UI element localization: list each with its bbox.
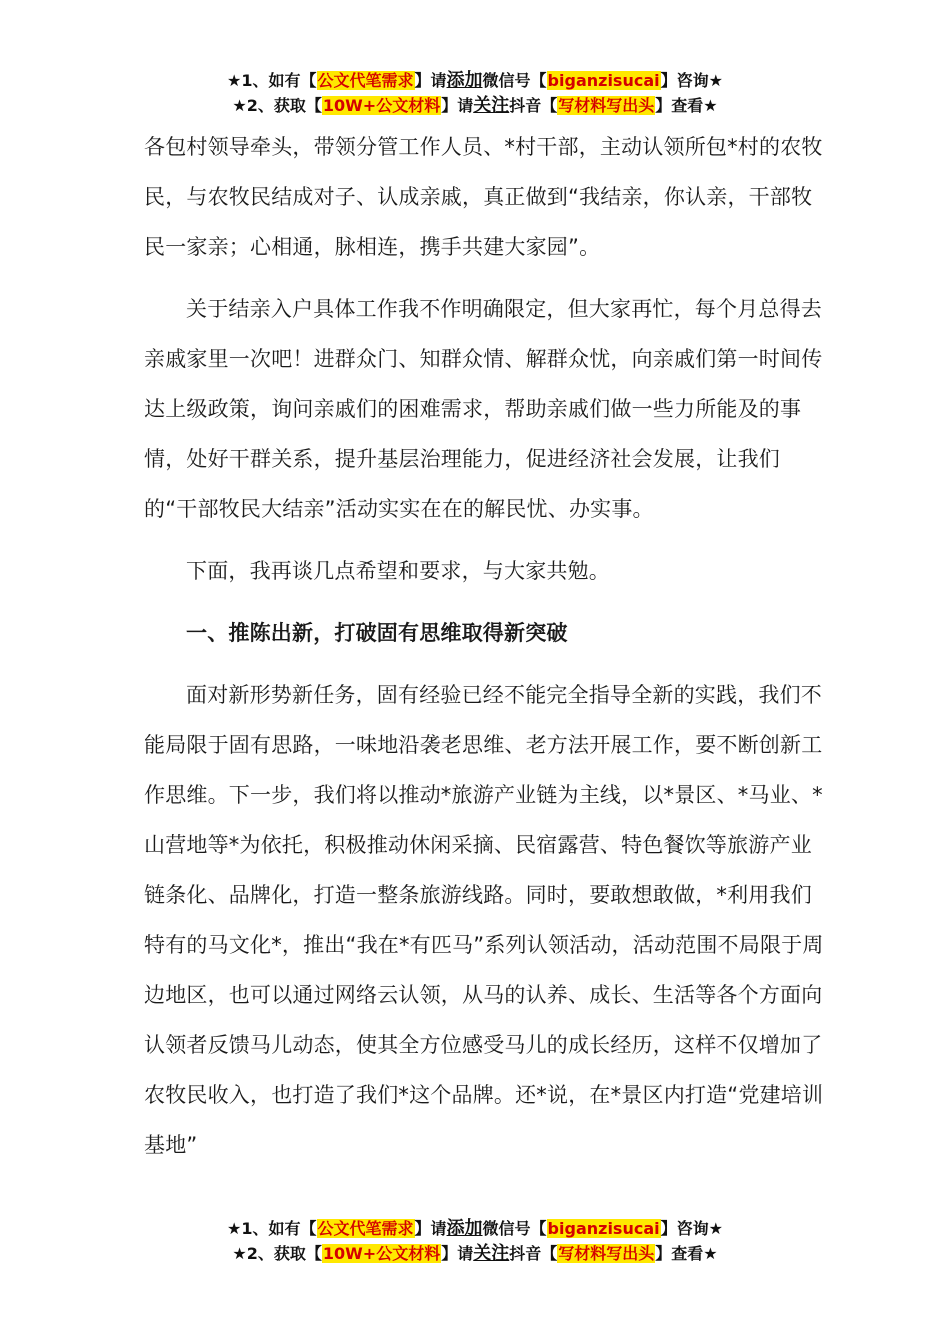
header-banner xyxy=(0,68,950,118)
banner-line-2: ★2、获取【10W+公文材料】请关注抖音【写材料写出头】查看★ xyxy=(232,95,718,116)
banner-wechat-id: biganzisucai xyxy=(547,71,660,90)
document-body xyxy=(144,122,832,1182)
banner-highlight: 写材料写出头 xyxy=(558,96,655,115)
banner-highlight: 10W+公文材料 xyxy=(322,96,441,115)
banner-line-1: ★1、如有【公文代笔需求】请添加微信号【biganzisucai】咨询★ xyxy=(227,70,723,91)
banner-line-1: ★1、如有【公文代笔需求】请添加微信号【biganzisucai】咨询★ xyxy=(227,1218,723,1239)
banner-line-2: ★2、获取【10W+公文材料】请关注抖音【写材料写出头】查看★ xyxy=(232,1243,718,1264)
paragraph: 各包村领导牵头，带领分管工作人员、*村干部，主动认领所包*村的农牧民，与农牧民结成对子、认成亲戚，真正做到“我结亲，你认亲，干部牧民一家亲；心相通，脉相连，携手共建大家园”。 xyxy=(144,135,823,259)
banner-highlight: 写材料写出头 xyxy=(558,1244,655,1263)
banner-highlight: 公文代笔需求 xyxy=(317,71,414,90)
paragraph: 面对新形势新任务，固有经验已经不能完全指导全新的实践，我们不能局限于固有思路，一味地沿袭老思维、老方法开展工作，要不断创新工作思维。下一步，我们将以推动*旅游产业链为主线，以*景区、*马业、*山营地等*为依托，积极推动休闲采摘、民宿露营、特色餐饮等旅游产业链条化、品牌化，打造一整条旅游线路。同时，要敢想敢做，*利用我们特有的马文化*，推出“我在*有匹马”系列认领活动，活动范围不局限于周边地区，也可以通过网络云认领，从马的认养、成长、生活等各个方面向认领者反馈马儿动态，使其全方位感受马儿的成长经历，这样不仅增加了农牧民收入，也打造了我们*这个品牌。还*说，在*景区内打造“党建培训基地” xyxy=(144,683,824,1157)
banner-wechat-id: biganzisucai xyxy=(547,1219,660,1238)
paragraph: 关于结亲入户具体工作我不作明确限定，但大家再忙，每个月总得去亲戚家里一次吧！进群众门、知群众情、解群众忧，向亲戚们第一时间传达上级政策，询问亲戚们的困难需求，帮助亲戚们做一些力所能及的事情，处好干群关系，提升基层治理能力，促进经济社会发展，让我们的“干部牧民大结亲”活动实实在在的解民忧、办实事。 xyxy=(144,297,823,521)
banner-highlight: 10W+公文材料 xyxy=(322,1244,441,1263)
footer-banner xyxy=(0,1216,950,1266)
banner-highlight: 公文代笔需求 xyxy=(317,1219,414,1238)
paragraph: 下面，我再谈几点希望和要求，与大家共勉。 xyxy=(186,559,610,583)
section-heading: 一、推陈出新，打破固有思维取得新突破 xyxy=(186,621,568,645)
